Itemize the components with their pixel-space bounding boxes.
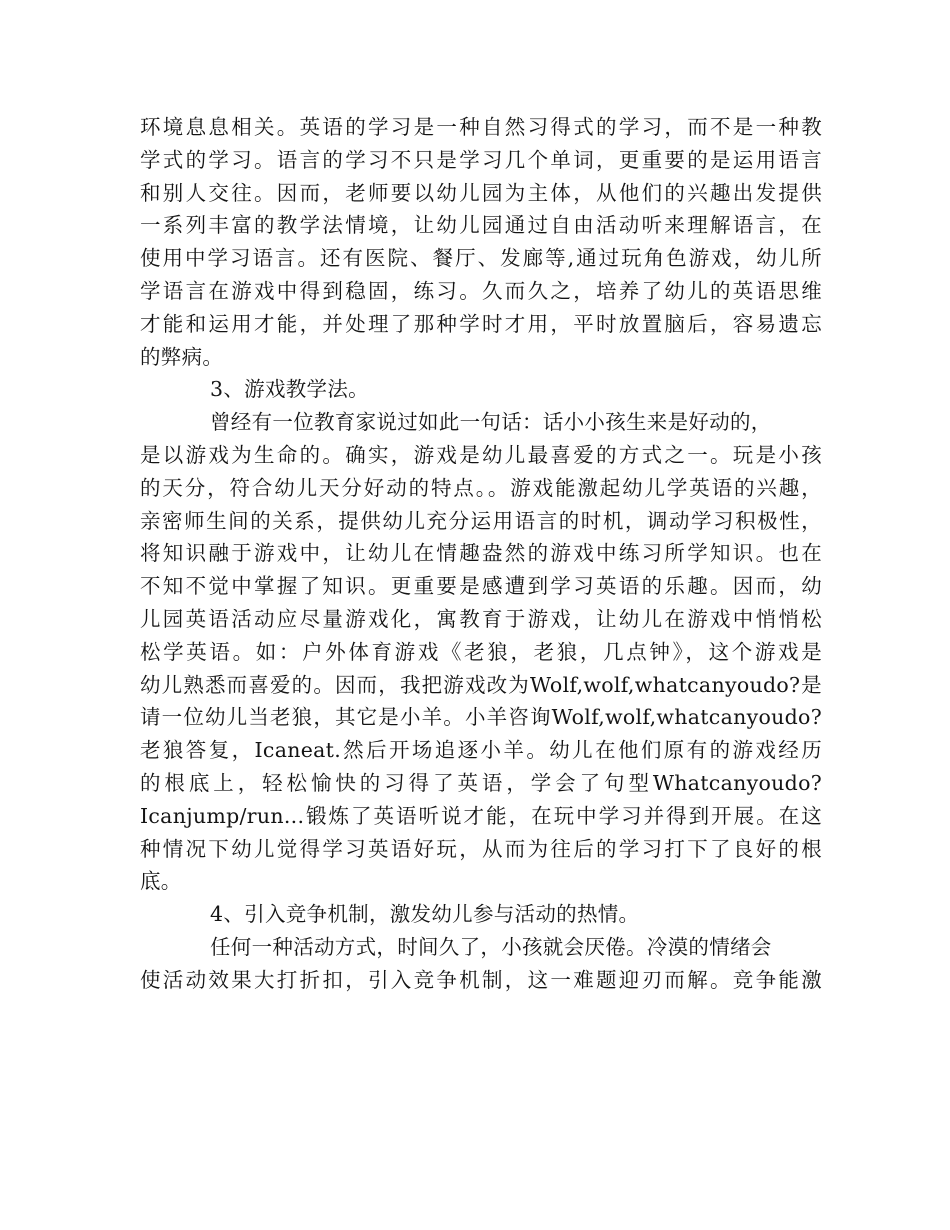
- text-line: 使活动效果大打折扣，引入竞争机制，这一难题迎刃而解。竞争能激: [140, 967, 822, 992]
- text-line: 儿园英语活动应尽量游戏化，寓教育于游戏，让幼儿在游戏中悄悄松: [140, 606, 822, 631]
- text-line: 请一位幼儿当老狼，其它是小羊。小羊咨询Wolf,wolf,whatcanyoudo?: [140, 705, 822, 730]
- text-line: 学语言在游戏中得到稳固，练习。久而久之，培养了幼儿的英语思维: [140, 278, 822, 303]
- text-line: 和别人交往。因而，老师要以幼儿园为主体，从他们的兴趣出发提供: [140, 180, 822, 205]
- text-line: 底。: [140, 869, 182, 894]
- text-line: 环境息息相关。英语的学习是一种自然习得式的学习，而不是一种教: [140, 115, 822, 139]
- text-line: 的天分，符合幼儿天分好动的特点。。游戏能激起幼儿学英语的兴趣，: [140, 475, 822, 500]
- text-line: 的弊病。: [140, 344, 224, 369]
- text-line: Icanjump/run...锻炼了英语听说才能，在玩中学习并得到开展。在这: [140, 803, 822, 828]
- text-line: 将知识融于游戏中，让幼儿在情趣盎然的游戏中练习所学知识。也在: [140, 541, 822, 566]
- text-line: 不知不觉中掌握了知识。更重要是感遭到学习英语的乐趣。因而，幼: [140, 574, 822, 599]
- text-line: 才能和运用才能，并处理了那种学时才用，平时放置脑后，容易遗忘: [140, 311, 822, 336]
- paragraph-first-line: 任何一种活动方式，时间久了，小孩就会厌倦。冷漠的情绪会: [210, 934, 772, 959]
- document-page: [140, 111, 822, 997]
- section-heading: 3、游戏教学法。: [210, 377, 369, 402]
- text-line: 亲密师生间的关系，提供幼儿充分运用语言的时机，调动学习积极性，: [140, 508, 822, 533]
- section-heading: 4、引入竞争机制，激发幼儿参与活动的热情。: [210, 902, 640, 927]
- paragraph-first-line: 曾经有一位教育家说过如此一句话：话小小孩生来是好动的，: [210, 410, 772, 435]
- text-line: 使用中学习语言。还有医院、餐厅、发廊等,通过玩角色游戏，幼儿所: [140, 246, 822, 271]
- text-line: 学式的学习。语言的学习不只是学习几个单词，更重要的是运用语言: [140, 147, 822, 172]
- text-line: 幼儿熟悉而喜爱的。因而，我把游戏改为Wolf,wolf,whatcanyoudo?是: [140, 672, 822, 697]
- text-line: 种情况下幼儿觉得学习英语好玩，从而为往后的学习打下了良好的根: [140, 836, 822, 861]
- text-line: 松学英语。如：户外体育游戏《老狼，老狼，几点钟》，这个游戏是: [140, 639, 822, 664]
- text-line: 的根底上，轻松愉快的习得了英语，学会了句型Whatcanyoudo?: [140, 770, 822, 795]
- text-line: 老狼答复，Icaneat.然后开场追逐小羊。幼儿在他们原有的游戏经历: [140, 738, 822, 763]
- text-line: 一系列丰富的教学法情境，让幼儿园通过自由活动听来理解语言，在: [140, 213, 822, 238]
- text-line: 是以游戏为生命的。确实，游戏是幼儿最喜爱的方式之一。玩是小孩: [140, 442, 822, 467]
